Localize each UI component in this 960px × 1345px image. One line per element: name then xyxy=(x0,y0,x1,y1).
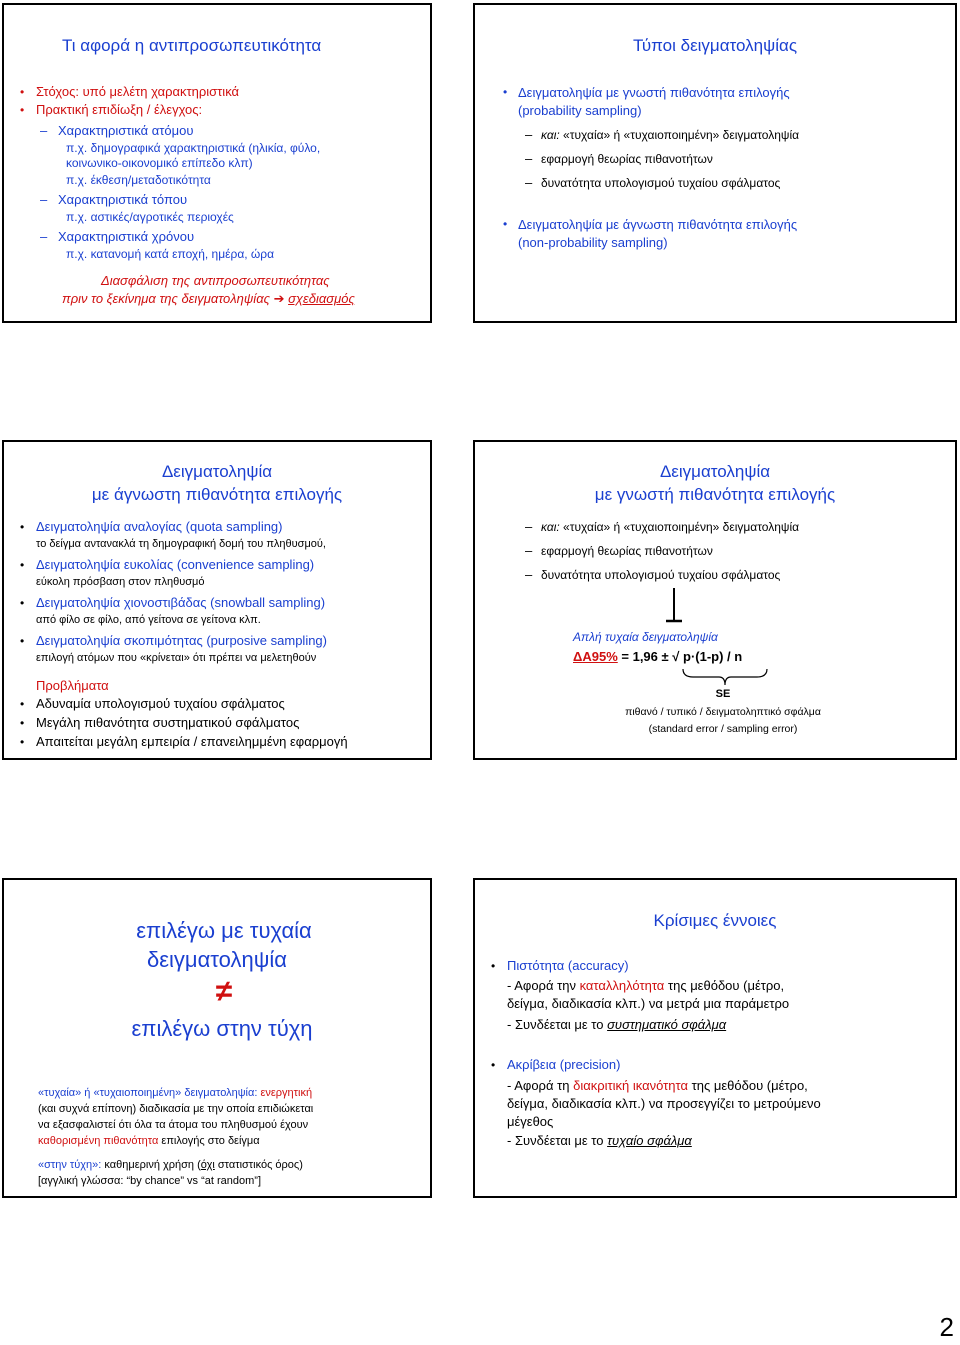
slide-sampling-types: Τύποι δειγματοληψίας • Δειγματοληψία με γνωστή πιθανότητα επιλογής (probability sampling) – και: «τυχαία» ή «τυχαιοποιημένη» δειγματοληψία – εφαρμογή θεωρίας πιθανοτήτων – δυνατότητα υπολογισμού τυχαίου σφάλματος • Δειγματοληψία με άγνωστη πιθανότητα επιλογής (non-probability sampling) xyxy=(473,3,957,323)
precision-line1 xyxy=(507,1078,808,1093)
slide1-title: Τι αφορά η αντιπροσωπευτικότητα xyxy=(62,36,322,55)
example-line: π.χ. κατανομή κατά εποχή, ημέρα, ώρα xyxy=(66,247,275,261)
dash-line xyxy=(541,520,799,534)
text: - Αφορά την xyxy=(507,978,576,993)
slide-random-vs-chance xyxy=(2,878,432,1198)
slide-nonprobability xyxy=(2,440,432,760)
p1-rest: επιλογής στο δείγμα xyxy=(161,1135,260,1147)
subhead-time: Χαρακτηριστικά χρόνου xyxy=(58,229,195,244)
text: - Συνδέεται με το xyxy=(507,1017,604,1032)
subhead-person: Χαρακτηριστικά ατόμου xyxy=(58,123,194,138)
formula xyxy=(573,649,742,664)
brace-icon xyxy=(681,666,769,688)
p1-term: «τυχαία» ή «τυχαιοποιημένη» δειγματοληψία: xyxy=(38,1087,258,1099)
slide1-item: Πρακτική επιδίωξη / έλεγχος: xyxy=(36,102,203,117)
not-equal-icon: ≠ xyxy=(215,975,233,1008)
slide4-title-line1: Δειγματοληψία xyxy=(659,462,771,481)
text: της μεθόδου (μέτρο, xyxy=(667,978,785,993)
note-line2 xyxy=(62,291,355,307)
slide3-title-line1: Δειγματοληψία xyxy=(161,462,273,481)
text: - Συνδέεται με το xyxy=(507,1133,604,1148)
p1-line3: να εξασφαλιστεί ότι όλα τα άτομα του πληθυσμού έχουν xyxy=(38,1119,309,1131)
note-line1: Διασφάλιση της αντιπροσωπευτικότητας xyxy=(101,273,330,288)
dash-line: δυνατότητα υπολογισμού τυχαίου σφάλματος xyxy=(541,176,781,190)
bullet: • xyxy=(20,596,25,610)
page-number: 2 xyxy=(939,1312,954,1342)
bullet: • xyxy=(20,697,25,711)
method-desc: το δείγμα αντανακλά τη δημογραφική δομή του πληθυσμού, xyxy=(36,538,326,550)
accuracy-line3 xyxy=(507,1017,726,1032)
also-label: και: xyxy=(541,520,560,534)
problem-item: Μεγάλη πιθανότητα συστηματικού σφάλματος xyxy=(36,715,300,730)
bullet: • xyxy=(20,520,25,534)
example-line: π.χ. έκθεση/μεταδοτικότητα xyxy=(66,173,211,187)
slide-representativeness: Τι αφορά η αντιπροσωπευτικότητα • Στόχος: υπό μελέτη χαρακτηριστικά • Πρακτική επιδίωξη / έλεγχος: – Χαρακτηριστικά ατόμου π.χ. δημογραφικά χαρακτηριστικά (ηλικία, φύλο, κοινωνικο-οικονομικό επίπεδο κλπ) π.χ. έκθεση/μεταδοτικότητα – Χαρακτηριστικά τόπου π.χ. αστικές/αγροτικές περιοχές – Χαρακτηριστικά χρόνου π.χ. κατανομή κατά εποχή, ημέρα, ώρα Διασφάλιση της αντιπροσωπευτικότητας πριν το ξεκίνημα της δειγματοληψίας ➔ σχεδιασμός xyxy=(2,3,432,323)
text: - Αφορά τη xyxy=(507,1078,570,1093)
problem-item: Απαιτείται μεγάλη εμπειρία / επανειλημμένη εφαρμογή xyxy=(36,734,348,749)
slide2-title: Τύποι δειγματοληψίας xyxy=(632,36,798,55)
probability-title-en: (probability sampling) xyxy=(518,103,642,118)
precision-title: Ακρίβεια (precision) xyxy=(507,1057,621,1072)
note-prefix: πριν το ξεκίνημα της δειγματοληψίας xyxy=(62,291,270,306)
bullet: • xyxy=(503,217,508,231)
dash-line: εφαρμογή θεωρίας πιθανοτήτων xyxy=(541,152,713,166)
se-desc2: (standard error / sampling error) xyxy=(648,723,798,735)
accuracy-title: Πιστότητα (accuracy) xyxy=(507,958,629,973)
p2-line2: [αγγλική γλώσσα: “by chance” vs “at random”] xyxy=(38,1175,261,1187)
subhead-place: Χαρακτηριστικά τόπου xyxy=(58,192,188,207)
p1-line1 xyxy=(38,1087,312,1099)
bullet: • xyxy=(491,1058,496,1072)
p1-active: ενεργητική xyxy=(260,1087,313,1099)
problem-item: Αδυναμία υπολογισμού τυχαίου σφάλματος xyxy=(36,696,285,711)
random-label: «τυχαία» ή «τυχαιοποιημένη» δειγματοληψία xyxy=(563,128,800,142)
highlight: καταλληλότητα xyxy=(579,978,665,993)
p1-line2: (και συχνά επίπονη) διαδικασία με την οποία επιδιώκεται xyxy=(38,1103,314,1115)
random-label: «τυχαία» ή «τυχαιοποιημένη» δειγματοληψία xyxy=(563,520,800,534)
big-line3: επιλέγω στην τύχη xyxy=(131,1016,313,1041)
precision-line2: δείγμα, διαδικασία κλπ.) να προσεγγίζει το μετρούμενο xyxy=(507,1096,821,1111)
also-label: και: xyxy=(541,128,560,142)
bullet: • xyxy=(491,959,496,973)
slide-probability: Δειγματοληψία με γνωστή πιθανότητα επιλογής – και: «τυχαία» ή «τυχαιοποιημένη» δειγματοληψία – εφαρμογή θεωρίας πιθανοτήτων – δυνατότητα υπολογισμού τυχαίου σφάλματος Απλή τυχαία δειγματοληψία ΔA95% = 1,96 ± √ p·(1-p) / n SE πιθανό / τυπικό / δειγματοληπτικό σφάλμα (standard error / sampling error) xyxy=(473,440,957,760)
method-title: Δειγματοληψία αναλογίας (quota sampling) xyxy=(36,519,283,534)
p1-defined-prob: καθορισμένη πιθανότητα xyxy=(38,1135,159,1147)
bullet: • xyxy=(20,558,25,572)
accuracy-line1 xyxy=(507,978,784,993)
dash-line xyxy=(541,128,799,142)
probability-title: Δειγματοληψία με γνωστή πιθανότητα επιλογής xyxy=(518,85,790,100)
slide1-item: Στόχος: υπό μελέτη χαρακτηριστικά xyxy=(36,84,240,99)
p2-b: στατιστικός όρος) xyxy=(217,1159,303,1171)
problems-title: Προβλήματα xyxy=(36,678,109,693)
example-line: κοινωνικο-οικονομικό επίπεδο κλπ) xyxy=(66,156,253,170)
p2-a: καθημερινή χρήση ( xyxy=(104,1159,201,1171)
bullet: • xyxy=(20,103,25,117)
p2-term: «στην τύχη»: xyxy=(38,1159,102,1171)
se-desc1: πιθανό / τυπικό / δειγματοληπτικό σφάλμα xyxy=(625,706,821,718)
bullet: • xyxy=(503,85,508,99)
p2-not: όχι xyxy=(200,1159,215,1171)
random-error: τυχαίο σφάλμα xyxy=(607,1133,692,1148)
nonprobability-title: Δειγματοληψία με άγνωστη πιθανότητα επιλογής xyxy=(518,217,798,232)
bullet: • xyxy=(20,735,25,749)
method-title: Δειγματοληψία χιονοστιβάδας (snowball sampling) xyxy=(36,595,326,610)
big-line2: δειγματοληψία xyxy=(146,947,288,972)
bullet: • xyxy=(20,85,25,99)
slide4-title-line2: με γνωστή πιθανότητα επιλογής xyxy=(594,485,836,504)
method-title: Δειγματοληψία σκοπιμότητας (purposive sampling) xyxy=(36,633,327,648)
example-line: π.χ. αστικές/αγροτικές περιοχές xyxy=(66,210,234,224)
precision-line3: μέγεθος xyxy=(507,1114,554,1129)
p1-line4 xyxy=(38,1135,260,1147)
highlight: διακριτική ικανότητα xyxy=(573,1078,688,1093)
nonprobability-title-en: (non-probability sampling) xyxy=(518,235,668,250)
accuracy-line2: δείγμα, διαδικασία κλπ.) να μετρά μια παράμετρο xyxy=(507,996,790,1011)
se-label: SE xyxy=(715,688,731,700)
slide3-title-line2: με άγνωστη πιθανότητα επιλογής xyxy=(91,485,343,504)
method-desc: από φίλο σε φίλο, από γείτονα σε γείτονα κλπ. xyxy=(36,614,261,626)
precision-line4 xyxy=(507,1133,692,1148)
simple-random-label: Απλή τυχαία δειγματοληψία xyxy=(573,630,718,644)
bullet: • xyxy=(20,634,25,648)
big-line1: επιλέγω με τυχαία xyxy=(136,918,312,943)
bullet: • xyxy=(20,716,25,730)
slide-key-concepts xyxy=(473,878,957,1198)
text: της μεθόδου (μέτρο, xyxy=(691,1078,808,1093)
systematic-error: συστηματικό σφάλμα xyxy=(607,1017,727,1032)
method-desc: επιλογή ατόμων που «κρίνεται» ότι πρέπει να μελετηθούν xyxy=(36,652,317,664)
arrow-down-icon xyxy=(666,588,682,624)
formula-delta: ΔA95% xyxy=(573,649,618,664)
slide6-title: Κρίσιμες έννοιες xyxy=(653,911,777,930)
dash-line: εφαρμογή θεωρίας πιθανοτήτων xyxy=(541,544,713,558)
dash-line: δυνατότητα υπολογισμού τυχαίου σφάλματος xyxy=(541,568,781,582)
note-design: σχεδιασμός xyxy=(288,291,355,306)
p2-line1 xyxy=(38,1159,303,1171)
arrow-right-icon: ➔ xyxy=(273,291,285,306)
method-title: Δειγματοληψία ευκολίας (convenience sampling) xyxy=(36,557,315,572)
method-desc: εύκολη πρόσβαση στον πληθυσμό xyxy=(36,576,205,588)
formula-rest: = 1,96 ± √ p·(1-p) / n xyxy=(621,649,743,664)
example-line: π.χ. δημογραφικά χαρακτηριστικά (ηλικία, φύλο, xyxy=(66,141,321,155)
